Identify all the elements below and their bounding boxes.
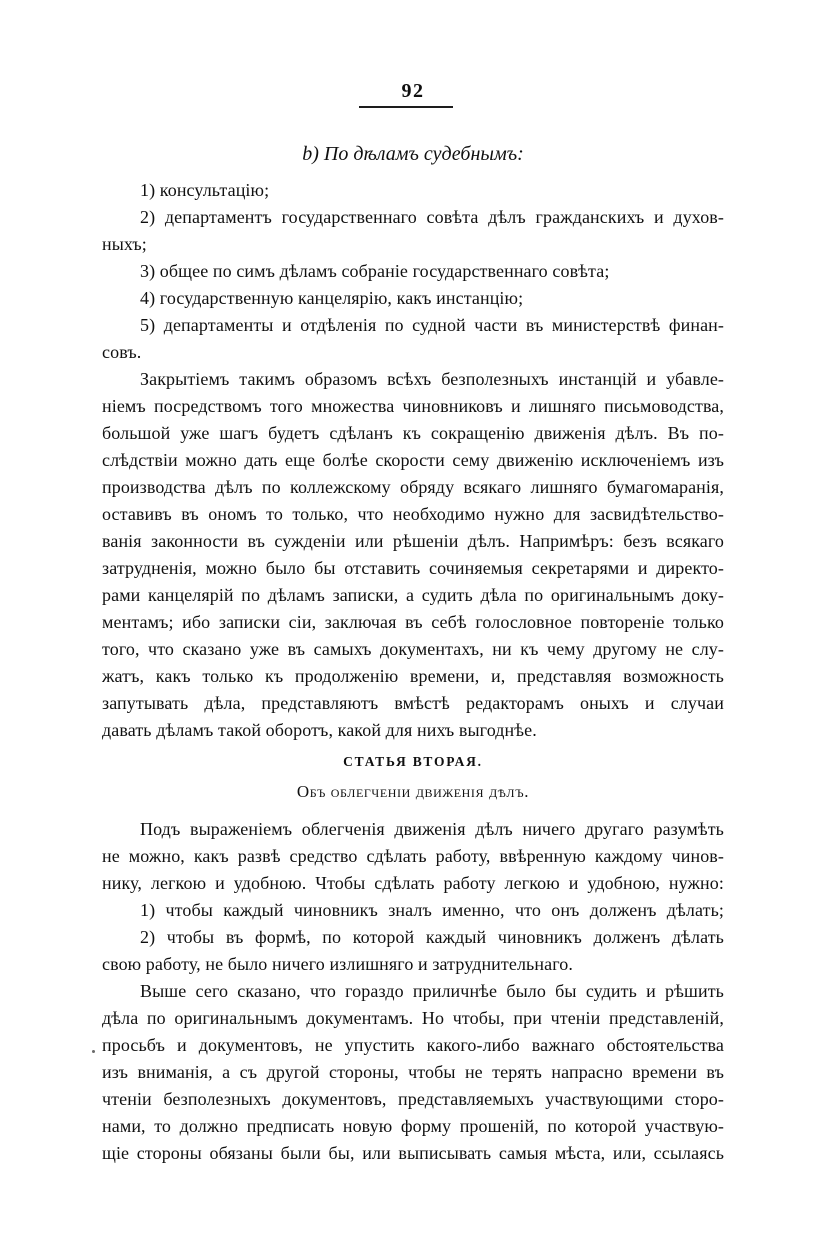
text-line: 3) общее по симъ дѣламъ собраніе государственнаго совѣта; — [140, 261, 610, 281]
text-line: слѣдствіи можно дать еще болѣе скорости сему движенію исключеніемъ изъ — [102, 450, 724, 470]
scan-artifact-dot — [92, 1050, 95, 1053]
text-line: 5) департаменты и отдѣленія по судной части въ министерствѣ финан- — [140, 315, 724, 335]
text-line: изъ вниманія, а съ другой стороны, чтобы не терять напрасно времени въ — [102, 1062, 724, 1082]
paragraph-expression-meaning — [102, 816, 724, 897]
condition-item-1 — [102, 897, 724, 924]
list-item-1 — [102, 177, 724, 204]
text-line: нику, легкою и удобною. Чтобы сдѣлать работу легкою и удобною, нужно: — [102, 873, 724, 893]
article-two-heading: СТАТЬЯ ВТОРАЯ. — [343, 754, 483, 769]
condition-item-2 — [102, 924, 724, 978]
text-line: ментамъ; ибо записки сіи, заключая въ себѣ голословное повтореніе только — [102, 612, 724, 632]
text-line: Выше сего сказано, что гораздо приличнѣе было бы судить и рѣшить — [140, 981, 724, 1001]
text-line: затрудненія, можно было бы отставить сочиняемыя секретарями и директо- — [102, 558, 724, 578]
text-line: рами канцелярій по дѣламъ записки, а судить дѣла по оригинальнымъ доку- — [102, 585, 724, 605]
text-line: запутывать дѣла, представляютъ вмѣстѣ редакторамъ оныхъ и случаи — [102, 693, 724, 713]
text-line: дѣла по оригинальнымъ документамъ. Но чтобы, при чтеніи представленій, — [102, 1008, 724, 1028]
list-item-5 — [102, 312, 724, 366]
article-two-subheading: Объ облегченіи движенія дѣлъ. — [296, 782, 530, 801]
text-line: просьбъ и документовъ, не упустить какого-либо важнаго обстоятельства — [102, 1035, 724, 1055]
paragraph-original-documents — [102, 978, 724, 1167]
text-line: нами, то должно предписать новую форму прошеній, по которой участвую- — [102, 1116, 724, 1136]
paragraph-closing-instances — [102, 366, 724, 744]
blocks-container — [102, 140, 724, 1167]
text-line: ныхъ; — [102, 234, 147, 254]
text-line: жатъ, какъ только къ продолженію времени, и, представляя возможность — [102, 666, 724, 686]
text-line: 1) консультацію; — [140, 180, 270, 200]
court-matters-heading: b) По дѣламъ судебнымъ: — [302, 143, 524, 165]
text-line: большой уже шагъ будетъ сдѣланъ къ сокращенію движенія дѣлъ. Въ по- — [102, 423, 724, 443]
text-line: ніемъ посредствомъ того множества чиновниковъ и лишняго письмоводства, — [102, 396, 724, 416]
text-line: не можно, какъ развѣ средство сдѣлать работу, ввѣренную каждому чинов- — [102, 846, 724, 866]
text-line: ванія законности въ сужденіи или рѣшеніи дѣлъ. Напримѣръ: безъ всякаго — [102, 531, 724, 551]
text-line: свою работу, не было ничего излишняго и затруднительнаго. — [102, 954, 573, 974]
text-line: щіе стороны обязаны были бы, или выписывать самыя мѣста, или, ссылаясь — [102, 1143, 724, 1163]
text-line: Подъ выраженіемъ облегченія движенія дѣлъ ничего другаго разумѣть — [140, 819, 724, 839]
list-item-2 — [102, 204, 724, 258]
text-line: Закрытіемъ такимъ образомъ всѣхъ безполезныхъ инстанцій и убавле- — [140, 369, 724, 389]
text-line: того, что сказано уже въ самыхъ документахъ, ни къ чему другому не слу- — [102, 639, 724, 659]
list-item-3 — [102, 258, 724, 285]
text-line: 2) чтобы въ формѣ, по которой каждый чиновникъ долженъ дѣлать — [140, 927, 724, 947]
text-line: давать дѣламъ такой оборотъ, какой для нихъ выгоднѣе. — [102, 720, 537, 740]
page-number-rule — [359, 106, 453, 108]
text-line: чтеніи безполезныхъ документовъ, представляемыхъ участвующими сторо- — [102, 1089, 724, 1109]
text-line: 4) государственную канцелярію, какъ инстанцію; — [140, 288, 524, 308]
text-line: совъ. — [102, 342, 142, 362]
text-column — [102, 0, 724, 1167]
text-line: производства дѣлъ по коллежскому обряду всякаго лишняго бумагомаранія, — [102, 477, 724, 497]
text-line: 1) чтобы каждый чиновникъ зналъ именно, что онъ долженъ дѣлать; — [140, 900, 724, 920]
list-item-4 — [102, 285, 724, 312]
page-number: 92 — [401, 80, 425, 102]
text-line: оставивъ въ ономъ то только, что необходимо нужно для засвидѣтельство- — [102, 504, 724, 524]
text-line: 2) департаментъ государственнаго совѣта дѣлъ гражданскихъ и духов- — [140, 207, 724, 227]
